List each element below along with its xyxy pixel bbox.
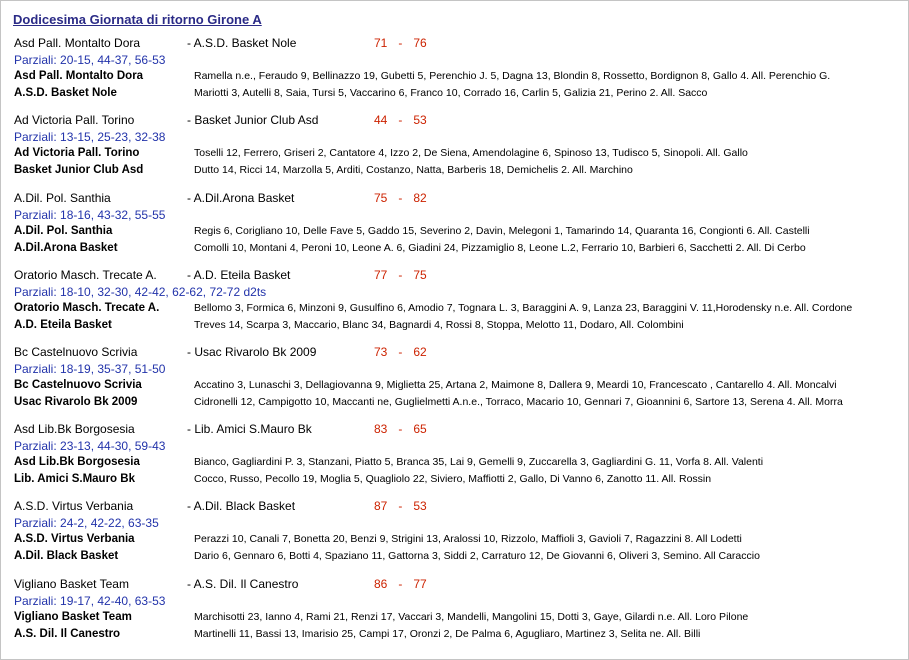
- team-name-away: A.S. Dil. Il Canestro: [14, 628, 121, 640]
- score-home: 87: [374, 499, 388, 513]
- roster-home: Ramella n.e., Feraudo 9, Bellinazzo 19, Gubetti 5, Perenchio J. 5, Dagna 13, Blondin 8, Rossetto, Bordignon 8, Gallo 4. All. Perenchio G.: [194, 70, 831, 82]
- score-home: 86: [374, 577, 388, 591]
- roster-home: Perazzi 10, Canali 7, Bonetta 20, Benzi 9, Strigini 13, Aralossi 10, Rizzolo, Maffioli 3, Gavioli 7, Ragazzini 8. All Lodetti: [194, 533, 742, 545]
- score-home: 75: [374, 191, 388, 205]
- partial-scores: Parziali: 19-17, 42-40, 63-53: [14, 594, 166, 608]
- roster-away: Treves 14, Scarpa 3, Maccario, Blanc 34, Bagnardi 4, Rossi 8, Stoppa, Melotto 11, Dodaro, All. Colombini: [194, 319, 684, 331]
- score-separator: -: [398, 191, 403, 205]
- score-home: 44: [374, 113, 388, 127]
- away-team: - A.S.D. Basket Nole: [187, 36, 297, 50]
- away-team: - A.S. Dil. Il Canestro: [187, 577, 299, 591]
- score-separator: -: [398, 577, 403, 591]
- home-team: Vigliano Basket Team: [14, 577, 129, 591]
- team-name-home: Bc Castelnuovo Scrivia: [14, 379, 142, 391]
- home-team: Oratorio Masch. Trecate A.: [14, 268, 157, 282]
- final-score: [374, 577, 427, 591]
- roster-home: Bianco, Gagliardini P. 3, Stanzani, Piatto 5, Branca 35, Lai 9, Gemelli 9, Zuccarella 3, Gagliardini G. 11, Vorfa 8. All. Valenti: [194, 456, 764, 468]
- score-separator: -: [398, 499, 403, 513]
- game-2: [1, 113, 906, 190]
- game-6: [1, 422, 906, 499]
- score-away: 53: [413, 499, 427, 513]
- score-home: 83: [374, 422, 388, 436]
- game-7: [1, 499, 906, 576]
- score-away: 77: [413, 577, 427, 591]
- game-5: [1, 345, 906, 422]
- team-name-away: Lib. Amici S.Mauro Bk: [14, 473, 135, 485]
- partial-scores: Parziali: 13-15, 25-23, 32-38: [14, 130, 166, 144]
- score-away: 62: [413, 345, 427, 359]
- home-team: Asd Lib.Bk Borgosesia: [14, 422, 135, 436]
- score-separator: -: [398, 113, 403, 127]
- game-4: [1, 268, 906, 345]
- team-name-away: A.Dil. Black Basket: [14, 550, 119, 562]
- score-away: 82: [413, 191, 427, 205]
- team-name-home: A.S.D. Virtus Verbania: [14, 533, 135, 545]
- roster-away: Mariotti 3, Autelli 8, Saia, Tursi 5, Vaccarino 6, Franco 10, Corrado 16, Carlin 5, Galizia 21, Perino 2. All. Sacco: [194, 87, 708, 99]
- score-home: 71: [374, 36, 388, 50]
- final-score: [374, 113, 427, 127]
- roster-home: Marchisotti 23, Ianno 4, Rami 21, Renzi 17, Vaccari 3, Mandelli, Mangolini 15, Dotti 3, Gaye, Gilardi n.e. All. Loro Pilone: [194, 611, 749, 623]
- score-away: 53: [413, 113, 427, 127]
- roster-away: Dutto 14, Ricci 14, Marzolla 5, Arditi, Costanzo, Natta, Barberis 18, Demichelis 2. All. Marchino: [194, 164, 633, 176]
- away-team: - Lib. Amici S.Mauro Bk: [187, 422, 312, 436]
- home-team: Ad Victoria Pall. Torino: [14, 113, 135, 127]
- home-team: Asd Pall. Montalto Dora: [14, 36, 141, 50]
- partial-scores: Parziali: 23-13, 44-30, 59-43: [14, 439, 166, 453]
- team-name-home: Asd Lib.Bk Borgosesia: [14, 456, 140, 468]
- score-away: 65: [413, 422, 427, 436]
- team-name-home: Ad Victoria Pall. Torino: [14, 147, 140, 159]
- team-name-home: Asd Pall. Montalto Dora: [14, 70, 144, 82]
- page-title[interactable]: Dodicesima Giornata di ritorno Girone A: [13, 12, 262, 27]
- partial-scores: Parziali: 20-15, 44-37, 56-53: [14, 53, 166, 67]
- final-score: [374, 36, 427, 50]
- roster-home: Regis 6, Corigliano 10, Delle Fave 5, Gaddo 15, Severino 2, Davin, Melegoni 1, Tamarindo 14, Quaranta 16, Congionti 6. All. Castelli: [194, 225, 810, 237]
- game-8: [1, 577, 906, 654]
- team-name-home: Oratorio Masch. Trecate A.: [14, 302, 160, 314]
- away-team: - A.Dil. Black Basket: [187, 499, 296, 513]
- score-home: 77: [374, 268, 388, 282]
- score-separator: -: [398, 268, 403, 282]
- roster-away: Cocco, Russo, Pecollo 19, Moglia 5, Quagliolo 22, Siviero, Maffiotti 2, Gallo, Di Vanno 6, Zanotto 11. All. Rossin: [194, 473, 712, 485]
- roster-away: Comolli 10, Montani 4, Peroni 10, Leone A. 6, Giadini 24, Pizzamiglio 8, Leone L.2, Ferrario 10, Barbieri 6, Sacchetti 2. All. Di Cerbo: [194, 242, 806, 254]
- home-team: A.Dil. Pol. Santhia: [14, 191, 111, 205]
- partial-scores: Parziali: 18-19, 35-37, 51-50: [14, 362, 166, 376]
- team-name-away: Basket Junior Club Asd: [14, 164, 144, 176]
- score-away: 75: [413, 268, 427, 282]
- score-separator: -: [398, 422, 403, 436]
- away-team: - Usac Rivarolo Bk 2009: [187, 345, 317, 359]
- game-1: [1, 36, 906, 113]
- partial-scores: Parziali: 18-16, 43-32, 55-55: [14, 208, 166, 222]
- roster-away: Dario 6, Gennaro 6, Botti 4, Spaziano 11, Gattorna 3, Siddi 2, Carraturo 12, De Giovanni 6, Oliveri 3, Semino. All Caraccio: [194, 550, 760, 562]
- team-name-away: Usac Rivarolo Bk 2009: [14, 396, 138, 408]
- away-team: - A.D. Eteila Basket: [187, 268, 291, 282]
- score-separator: -: [398, 345, 403, 359]
- roster-home: Bellomo 3, Formica 6, Minzoni 9, Gusulfino 6, Amodio 7, Tognara L. 3, Baraggini A. 9, Lanza 23, Baraggini V. 11,Horodensky n.e. All. Cordone: [194, 302, 853, 314]
- team-name-home: A.Dil. Pol. Santhia: [14, 225, 113, 237]
- away-team: - A.Dil.Arona Basket: [187, 191, 295, 205]
- roster-home: Toselli 12, Ferrero, Griseri 2, Cantatore 4, Izzo 2, De Siena, Amendolagine 6, Spinoso 13, Tudisco 5, Sinopoli. All. Gallo: [194, 147, 748, 159]
- team-name-away: A.S.D. Basket Nole: [14, 87, 117, 99]
- team-name-away: A.D. Eteila Basket: [14, 319, 112, 331]
- final-score: [374, 345, 427, 359]
- partial-scores: Parziali: 24-2, 42-22, 63-35: [14, 516, 159, 530]
- away-team: - Basket Junior Club Asd: [187, 113, 319, 127]
- game-3: [1, 191, 906, 268]
- team-name-away: A.Dil.Arona Basket: [14, 242, 118, 254]
- score-home: 73: [374, 345, 388, 359]
- final-score: [374, 268, 427, 282]
- score-away: 76: [413, 36, 427, 50]
- partial-scores: Parziali: 18-10, 32-30, 42-42, 62-62, 72-72 d2ts: [14, 285, 267, 299]
- final-score: [374, 191, 427, 205]
- final-score: [374, 499, 427, 513]
- home-team: A.S.D. Virtus Verbania: [14, 499, 134, 513]
- final-score: [374, 422, 427, 436]
- team-name-home: Vigliano Basket Team: [14, 611, 132, 623]
- score-separator: -: [398, 36, 403, 50]
- roster-home: Accatino 3, Lunaschi 3, Dellagiovanna 9, Miglietta 25, Artana 2, Maimone 8, Dallera 9, Meardi 10, Francescato , Cantarello 4. All. Moncalvi: [194, 379, 837, 391]
- roster-away: Martinelli 11, Bassi 13, Imarisio 25, Campi 17, Oronzi 2, De Palma 6, Agugliaro, Martinez 3, Selita ne. All. Billi: [194, 628, 701, 640]
- roster-away: Cidronelli 12, Campigotto 10, Maccanti ne, Guglielmetti A.n.e., Torraco, Macario 10, Gennari 7, Gioannini 6, Sartore 13, Serena 4. All. Morra: [194, 396, 843, 408]
- home-team: Bc Castelnuovo Scrivia: [14, 345, 138, 359]
